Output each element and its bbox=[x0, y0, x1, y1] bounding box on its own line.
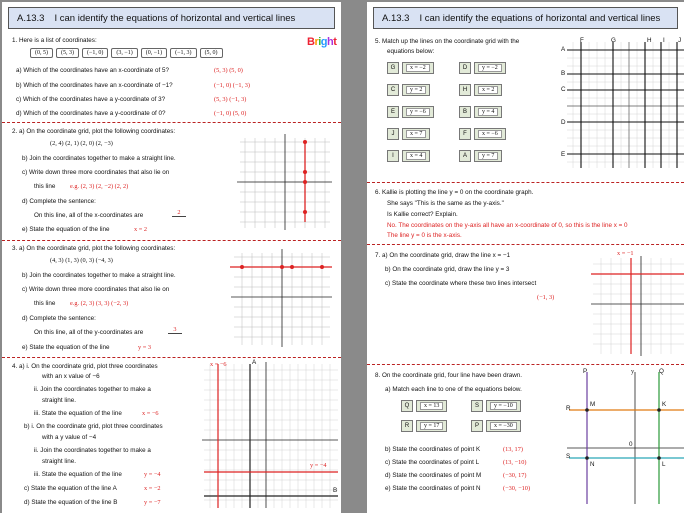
q5-label-d: D bbox=[561, 119, 566, 126]
page-gap bbox=[343, 0, 365, 513]
match-card-equation-box bbox=[402, 106, 434, 118]
q6-quote: She says "This is the same as the y-axis." bbox=[387, 200, 504, 207]
q4-grid-label-y: y = −4 bbox=[310, 462, 327, 469]
match-card bbox=[459, 62, 506, 74]
page-title bbox=[373, 7, 678, 29]
q5-label-g: G bbox=[611, 37, 616, 44]
q8-a: a) Match each line to one of the equations below. bbox=[385, 386, 522, 393]
q5-label-c: C bbox=[561, 86, 566, 93]
coordinate-list bbox=[30, 48, 223, 58]
title-code: A.13.3 bbox=[382, 12, 410, 24]
match-card-equation: x = 4 bbox=[406, 152, 426, 160]
q8-label-s: S bbox=[566, 453, 571, 460]
coordinate-pill: (0, −1) bbox=[141, 48, 167, 58]
logo-part: i bbox=[318, 36, 321, 48]
q2-points: (2, 4) (2, 1) (2, 0) (2, −3) bbox=[50, 140, 113, 147]
page-title bbox=[8, 7, 335, 29]
match-card bbox=[387, 84, 430, 96]
match-card-label: S bbox=[471, 400, 483, 412]
q8-b-answer: (13, 17) bbox=[503, 446, 523, 453]
section-divider bbox=[367, 364, 684, 365]
match-card-equation: y = −10 bbox=[490, 402, 517, 410]
q3-c-answer: e.g. (2, 3) (3, 3) (−2, 3) bbox=[70, 300, 129, 307]
q8-label-origin: 0 bbox=[629, 441, 633, 448]
q2-c2: this line bbox=[34, 183, 56, 190]
q4-d-answer: y = −7 bbox=[144, 499, 161, 506]
q1-a: a) Which of the coordinates have an x-coordinate of 5? bbox=[16, 67, 169, 74]
match-card-label: H bbox=[459, 84, 471, 96]
worksheet-page-right bbox=[367, 2, 684, 513]
q4-b5: iii. State the equation of the line bbox=[34, 471, 122, 478]
match-card-label: R bbox=[401, 420, 413, 432]
q4-a1: 4. a) i. On the coordinate grid, plot three coordinates bbox=[12, 363, 158, 370]
coordinate-pill: (5, 3) bbox=[56, 48, 79, 58]
q5-label-b: B bbox=[561, 70, 566, 77]
q6-question: 6. Kallie is plotting the line y = 0 on the coordinate graph. bbox=[375, 189, 534, 196]
q4-a3: ii. Join the coordinates together to make a bbox=[34, 386, 151, 393]
section-divider bbox=[2, 240, 341, 241]
q5-intro2: equations below: bbox=[387, 48, 435, 55]
q4-line-b-label: B bbox=[333, 487, 338, 494]
logo-part: B bbox=[307, 36, 315, 48]
q8-grid bbox=[563, 368, 684, 508]
q1-intro: 1. Here is a list of coordinates: bbox=[12, 37, 97, 44]
q2-a: 2. a) On the coordinate grid, plot the following coordinates: bbox=[12, 128, 176, 135]
match-card-label: D bbox=[459, 62, 471, 74]
match-card-equation-box bbox=[474, 106, 502, 118]
q3-c2: this line bbox=[34, 300, 56, 307]
q4-a2: with an x value of −6 bbox=[42, 373, 100, 380]
worksheet-page-left bbox=[2, 2, 341, 513]
title-text: I can identify the equations of horizontal and vertical lines bbox=[54, 12, 296, 24]
q2-grid bbox=[232, 130, 338, 236]
section-divider bbox=[2, 122, 341, 123]
title-code: A.13.3 bbox=[17, 12, 45, 24]
q4-b3: ii. Join the coordinates together to make a bbox=[34, 447, 151, 454]
match-card bbox=[387, 106, 434, 118]
match-card-equation-box bbox=[486, 420, 521, 432]
q2-c-answer: e.g. (2, 3) (2, −2) (2, 2) bbox=[70, 183, 129, 190]
q7-c: c) State the coordinate where these two lines intersect bbox=[385, 280, 537, 287]
match-card-label: I bbox=[387, 150, 399, 162]
bright-logo bbox=[307, 36, 336, 48]
q8-c-answer: (13, −10) bbox=[503, 459, 527, 466]
match-card bbox=[459, 128, 506, 140]
match-card-label: J bbox=[387, 128, 399, 140]
match-card bbox=[471, 420, 521, 432]
q8-label-n: N bbox=[590, 461, 595, 468]
q5-label-j: J bbox=[678, 37, 682, 44]
q2-e-answer: x = 2 bbox=[134, 226, 147, 233]
q4-b5-answer: y = −4 bbox=[144, 471, 161, 478]
match-card-equation: x = −6 bbox=[478, 130, 502, 138]
q5-label-a: A bbox=[561, 46, 566, 53]
q4-b4: straight line. bbox=[42, 458, 76, 465]
logo-part: g bbox=[320, 36, 328, 48]
q1-d-answer: (−1, 0) (5, 0) bbox=[214, 110, 247, 117]
q8-d: d) State the coordinates of point M bbox=[385, 472, 482, 479]
q5-label-f: F bbox=[580, 37, 584, 44]
q8-label-q: Q bbox=[659, 368, 664, 375]
q2-d-answer: 2 bbox=[172, 209, 186, 217]
match-card bbox=[387, 150, 430, 162]
title-text: I can identify the equations of horizontal and vertical lines bbox=[419, 12, 661, 24]
q7-b: b) On the coordinate grid, draw the line y = 3 bbox=[385, 266, 510, 273]
q5-label-h: H bbox=[647, 37, 652, 44]
q5-intro: 5. Match up the lines on the coordinate grid with the bbox=[375, 38, 520, 45]
match-card-equation-box bbox=[486, 400, 521, 412]
match-card-equation: x = 13 bbox=[420, 402, 443, 410]
q7-a: 7. a) On the coordinate grid, draw the line x = −1 bbox=[375, 252, 511, 259]
q8-label-k: K bbox=[662, 401, 667, 408]
q5-label-i: I bbox=[663, 37, 665, 44]
q1-a-answer: (5, 3) (5, 0) bbox=[214, 67, 243, 74]
match-card-equation-box bbox=[416, 400, 447, 412]
q7-c-answer: (−1, 3) bbox=[537, 294, 555, 301]
coordinate-pill: (3, −1) bbox=[111, 48, 137, 58]
match-card-equation: x = −2 bbox=[406, 64, 430, 72]
q3-grid bbox=[226, 247, 338, 351]
q8-e-answer: (−30, −10) bbox=[503, 485, 531, 492]
q6-answer-1: No. The coordinates on the y-axis all have an x-coordinate of 0, so this is the line x = 0 bbox=[387, 222, 628, 229]
q7-grid-label: x = −1 bbox=[617, 250, 634, 257]
q2-c: c) Write down three more coordinates that also lie on bbox=[22, 169, 170, 176]
match-card-label: G bbox=[387, 62, 399, 74]
q3-d-answer: 3 bbox=[168, 326, 182, 334]
match-card bbox=[459, 84, 502, 96]
q8-d-answer: (−30, 17) bbox=[503, 472, 527, 479]
q4-a4: straight line. bbox=[42, 397, 76, 404]
q1-b: b) Which of the coordinates have an x-coordinate of −1? bbox=[16, 82, 173, 89]
match-card-equation-box bbox=[416, 420, 447, 432]
match-card bbox=[471, 400, 521, 412]
q6-explain: Is Kallie correct? Explain. bbox=[387, 211, 458, 218]
match-card-equation: x = 7 bbox=[406, 130, 426, 138]
match-card-equation: x = −30 bbox=[490, 422, 517, 430]
match-card-equation-box bbox=[474, 150, 502, 162]
q6-answer-2: The line y = 0 is the x-axis. bbox=[387, 232, 462, 239]
q8-label-p: P bbox=[583, 368, 588, 375]
match-card-equation-box bbox=[474, 84, 502, 96]
coordinate-pill: (−1, 3) bbox=[170, 48, 196, 58]
q1-d: d) Which of the coordinates have a y-coordinate of 0? bbox=[16, 110, 166, 117]
match-card-equation-box bbox=[402, 150, 430, 162]
q4-c-answer: x = −2 bbox=[144, 485, 161, 492]
match-card-equation: y = 2 bbox=[406, 86, 426, 94]
q5-label-e: E bbox=[561, 151, 566, 158]
logo-part: h bbox=[327, 36, 334, 48]
q2-e: e) State the equation of the line bbox=[22, 226, 110, 233]
q8-label-y-axis: y bbox=[631, 368, 635, 375]
match-card bbox=[401, 400, 447, 412]
q8-e: e) State the coordinates of point N bbox=[385, 485, 481, 492]
match-card-equation-box bbox=[474, 128, 506, 140]
section-divider bbox=[367, 182, 684, 183]
match-card bbox=[387, 128, 430, 140]
section-divider bbox=[367, 244, 684, 245]
q1-b-answer: (−1, 0) (−1, 3) bbox=[214, 82, 250, 89]
match-card-label: A bbox=[459, 150, 471, 162]
match-card-label: E bbox=[387, 106, 399, 118]
q4-a5-answer: x = −6 bbox=[142, 410, 159, 417]
match-card-label: C bbox=[387, 84, 399, 96]
q2-d-sentence: On this line, all of the x-coordinates are bbox=[34, 212, 144, 219]
match-card-equation-box bbox=[402, 84, 430, 96]
q7-grid bbox=[589, 254, 684, 358]
match-card-equation: y = 17 bbox=[420, 422, 443, 430]
match-card-label: F bbox=[459, 128, 471, 140]
q2-d: d) Complete the sentence: bbox=[22, 198, 96, 205]
coordinate-pill: (5, 0) bbox=[200, 48, 223, 58]
match-card-equation-box bbox=[402, 128, 430, 140]
q3-d-sentence: On this line, all of the y-coordinates are bbox=[34, 329, 144, 336]
match-card-label: Q bbox=[401, 400, 413, 412]
match-card-label: P bbox=[471, 420, 483, 432]
q3-e: e) State the equation of the line bbox=[22, 344, 110, 351]
match-card-equation: y = 4 bbox=[478, 108, 498, 116]
match-card-equation: y = −6 bbox=[406, 108, 430, 116]
match-card bbox=[459, 106, 502, 118]
q4-line-a-label: A bbox=[252, 359, 257, 366]
section-divider bbox=[2, 357, 341, 358]
coordinate-pill: (−1, 0) bbox=[82, 48, 108, 58]
match-card-equation: y = 7 bbox=[478, 152, 498, 160]
q8-intro: 8. On the coordinate grid, four line have been drawn. bbox=[375, 372, 523, 379]
q1-c: c) Which of the coordinates have a y-coordinate of 3? bbox=[16, 96, 166, 103]
q3-c: c) Write down three more coordinates that also lie on bbox=[22, 286, 170, 293]
q8-label-l: L bbox=[662, 461, 666, 468]
logo-part: r bbox=[314, 36, 319, 48]
match-card bbox=[459, 150, 502, 162]
q1-c-answer: (5, 3) (−1, 3) bbox=[214, 96, 247, 103]
q4-d: d) State the equation of the line B bbox=[24, 499, 118, 506]
match-card-equation: x = 2 bbox=[478, 86, 498, 94]
q8-label-m: M bbox=[590, 401, 596, 408]
coordinate-pill: (0, 5) bbox=[30, 48, 53, 58]
q3-e-answer: y = 3 bbox=[138, 344, 151, 351]
q8-c: c) State the coordinates of point L bbox=[385, 459, 480, 466]
match-card-equation-box bbox=[402, 62, 434, 74]
match-card bbox=[387, 62, 434, 74]
q4-grid bbox=[200, 360, 340, 510]
q3-b: b) Join the coordinates together to make a straight line. bbox=[22, 272, 176, 279]
q3-d: d) Complete the sentence: bbox=[22, 315, 96, 322]
q3-points: (4, 3) (1, 3) (0, 3) (−4, 3) bbox=[50, 257, 113, 264]
match-card bbox=[401, 420, 447, 432]
q8-b: b) State the coordinates of point K bbox=[385, 446, 481, 453]
q3-a: 3. a) On the coordinate grid, plot the following coordinates: bbox=[12, 245, 176, 252]
q4-c: c) State the equation of the line A bbox=[24, 485, 117, 492]
match-card-equation-box bbox=[474, 62, 506, 74]
q2-b: b) Join the coordinates together to make a straight line. bbox=[22, 155, 176, 162]
logo-part: t bbox=[333, 36, 337, 48]
q5-grid bbox=[565, 38, 684, 170]
q8-label-r: R bbox=[566, 405, 571, 412]
q4-grid-label-x: x = −6 bbox=[210, 361, 227, 368]
match-card-label: B bbox=[459, 106, 471, 118]
q4-a5: iii. State the equation of the line bbox=[34, 410, 122, 417]
match-card-equation: y = −2 bbox=[478, 64, 502, 72]
q4-b2: with a y value of −4 bbox=[42, 434, 97, 441]
q4-b1: b) i. On the coordinate grid, plot three coordinates bbox=[24, 423, 163, 430]
